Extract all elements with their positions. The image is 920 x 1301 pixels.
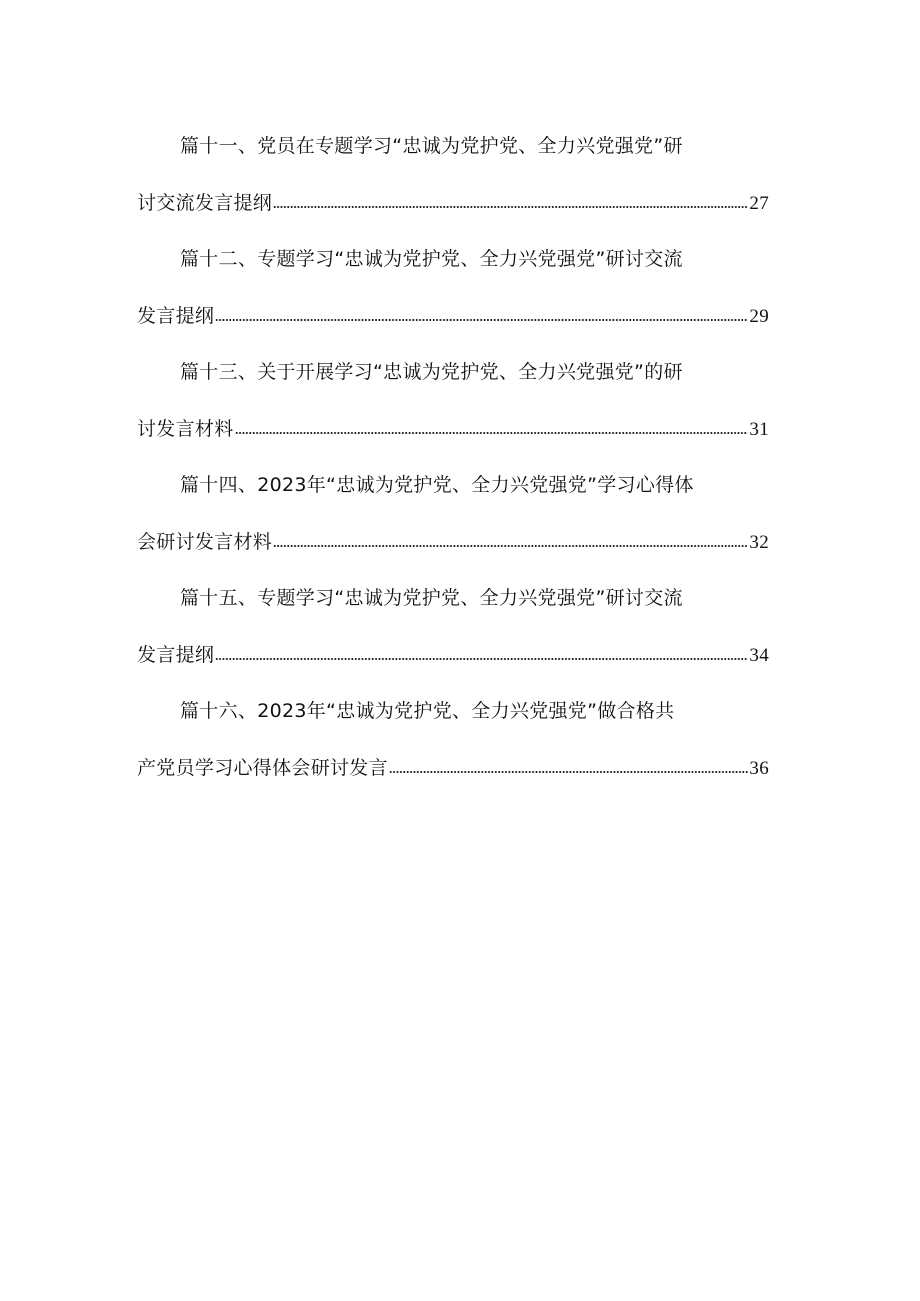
toc-page-number: 36: [749, 758, 769, 779]
toc-page-number: 34: [749, 645, 769, 666]
toc-entry-title-continued: 讨交流发言提纲: [137, 192, 273, 214]
dot-leader: [215, 657, 748, 661]
toc-entry-title: 篇十六、2023年“忠诚为党护党、全力兴党强党”做合格共: [180, 700, 675, 722]
dot-leader: [273, 544, 748, 548]
toc-entry-title: 篇十一、党员在专题学习“忠诚为党护党、全力兴党强党”研: [180, 135, 683, 157]
dot-leader: [235, 431, 749, 435]
toc-page-number: 29: [749, 306, 769, 327]
toc-entry-title: 篇十三、关于开展学习“忠诚为党护党、全力兴党强党”的研: [180, 361, 683, 383]
toc-entry-title: 篇十四、2023年“忠诚为党护党、全力兴党强党”学习心得体: [180, 474, 694, 496]
toc-page-number: 31: [749, 419, 769, 440]
toc-entry-title: 篇十五、专题学习“忠诚为党护党、全力兴党强党”研讨交流: [180, 587, 683, 609]
toc-entry[interactable]: [137, 120, 769, 233]
toc-page-number: 27: [749, 193, 769, 214]
toc-entry[interactable]: [137, 685, 769, 798]
toc-entry-continuation: [137, 527, 769, 558]
toc-entry-title-continued: 发言提纲: [137, 644, 215, 666]
toc-entry-title-continued: 会研讨发言材料: [137, 531, 273, 553]
toc-entry[interactable]: [137, 233, 769, 346]
toc-entry-continuation: [137, 753, 769, 784]
toc-entry-title: 篇十二、专题学习“忠诚为党护党、全力兴党强党”研讨交流: [180, 248, 683, 270]
toc-entry-continuation: [137, 414, 769, 445]
table-of-contents: [137, 120, 769, 798]
toc-entry[interactable]: [137, 346, 769, 459]
toc-entry[interactable]: [137, 572, 769, 685]
toc-page-number: 32: [749, 532, 769, 553]
toc-entry[interactable]: [137, 459, 769, 572]
toc-entry-title-continued: 发言提纲: [137, 305, 215, 327]
toc-entry-continuation: [137, 301, 769, 332]
toc-entry-continuation: [137, 640, 769, 671]
dot-leader: [389, 770, 748, 774]
dot-leader: [215, 318, 748, 322]
toc-entry-title-continued: 产党员学习心得体会研讨发言: [137, 757, 388, 779]
toc-entry-title-continued: 讨发言材料: [137, 418, 234, 440]
dot-leader: [273, 205, 748, 209]
toc-entry-continuation: [137, 188, 769, 219]
